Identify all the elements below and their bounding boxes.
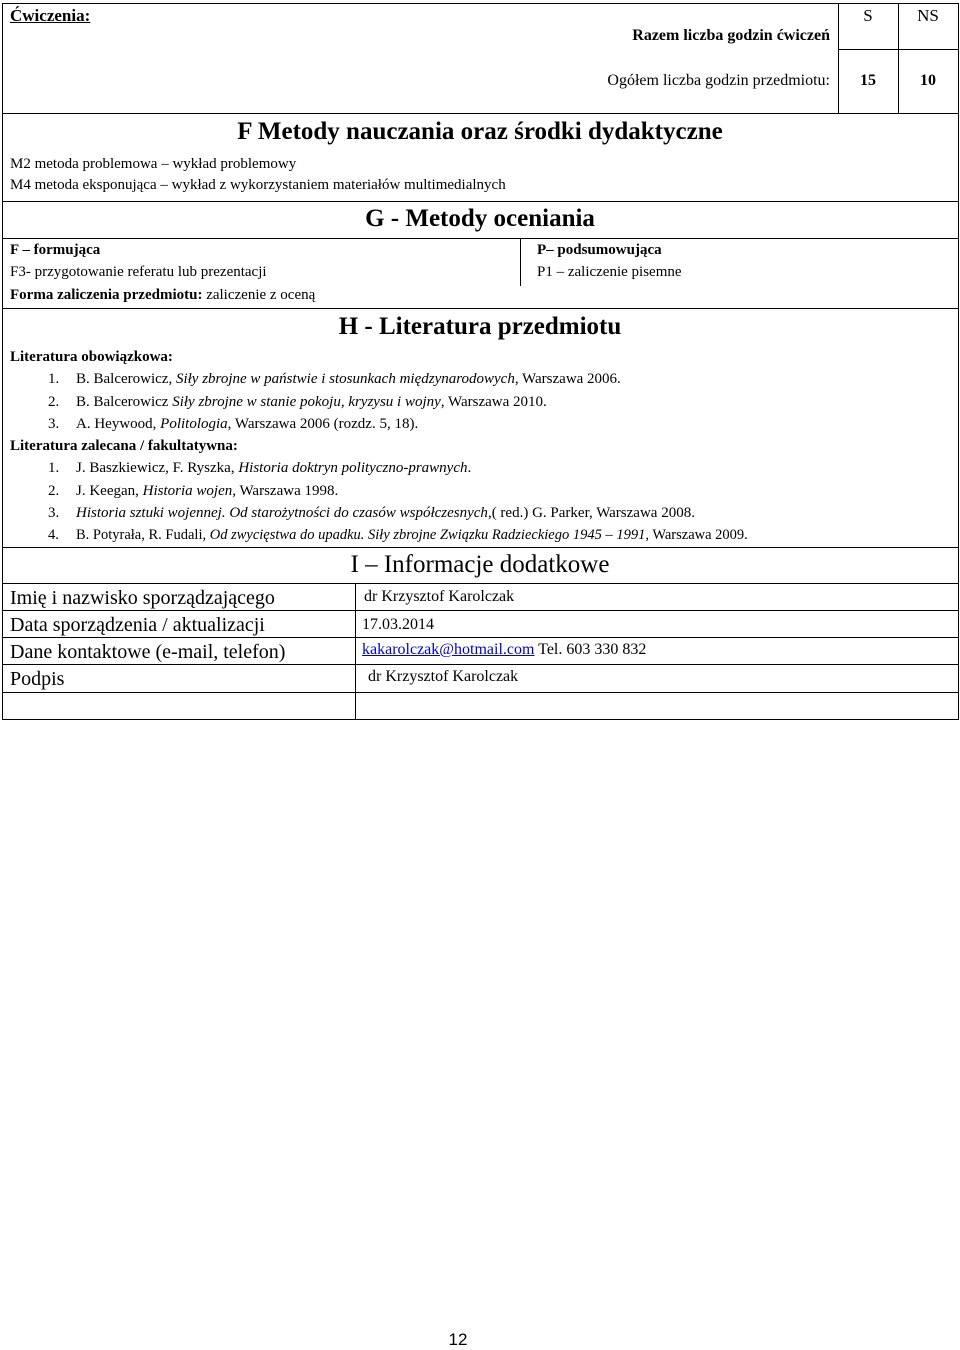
list-item xyxy=(48,527,748,544)
border-left xyxy=(2,3,3,720)
list-item xyxy=(48,394,547,411)
list-text: , Warszawa 2009. xyxy=(645,527,748,543)
ogolem-s-value: 15 xyxy=(860,72,876,89)
forma-value: zaliczenie z oceną xyxy=(206,287,316,303)
list-text: A. Heywood, xyxy=(76,416,161,432)
list-text: , Warszawa 2006. xyxy=(514,371,621,387)
border xyxy=(2,583,959,584)
list-title: Historia sztuki wojennej. Od starożytności do czasów współczesnych xyxy=(76,505,488,521)
list-title: Od zwycięstwa do upadku. Siły zbrojne Związku Radzieckiego 1945 – 1991 xyxy=(209,527,646,543)
list-num: 3. xyxy=(48,505,60,521)
border xyxy=(2,113,959,114)
list-text: , Warszawa 2010. xyxy=(440,394,547,410)
sign-value: dr Krzysztof Karolczak xyxy=(368,668,519,685)
border-top xyxy=(2,3,959,4)
forma-label: Forma zaliczenia przedmiotu: xyxy=(10,287,203,303)
obowiazkowa-label: Literatura obowiązkowa: xyxy=(10,349,173,365)
sign-label: Podpis xyxy=(10,668,65,690)
section-i-title: I – Informacje dodatkowe xyxy=(350,551,610,578)
list-num: 2. xyxy=(48,483,60,499)
name-label: Imię i nazwisko sporządzającego xyxy=(10,587,275,609)
list-text: B. Balcerowicz xyxy=(76,394,173,410)
list-item xyxy=(48,483,338,500)
contact-value xyxy=(362,641,646,659)
list-item xyxy=(48,460,471,477)
border xyxy=(2,201,959,202)
border-bottom xyxy=(2,719,959,720)
list-num: 1. xyxy=(48,371,60,387)
cwiczenia-label: Ćwiczenia: xyxy=(10,6,91,25)
col-ns-header: NS xyxy=(917,6,939,25)
list-title: Siły zbrojne w stanie pokoju, kryzysu i wojny xyxy=(172,394,441,410)
border xyxy=(2,547,959,548)
list-text: B. Balcerowicz, xyxy=(76,371,176,387)
formujaca-item: F3- przygotowanie referatu lub prezentacji xyxy=(10,264,267,280)
border xyxy=(2,610,959,611)
formujaca-title: F – formująca xyxy=(10,242,101,258)
col-s-header: S xyxy=(863,6,873,25)
list-text: . xyxy=(467,460,472,476)
zalecana-label: Literatura zalecana / fakultatywna: xyxy=(10,438,238,454)
list-num: 2. xyxy=(48,394,60,410)
ogolem-ns-value: 10 xyxy=(920,72,936,89)
date-label: Data sporządzenia / aktualizacji xyxy=(10,614,265,636)
list-title: Siły zbrojne w państwie i stosunkach międzynarodowych xyxy=(175,371,515,387)
list-text: , Warszawa 2006 (rozdz. 5, 18). xyxy=(227,416,419,432)
list-text: J. Keegan, xyxy=(76,483,143,499)
list-num: 4. xyxy=(48,527,59,543)
list-num: 3. xyxy=(48,416,60,432)
list-item xyxy=(48,416,418,433)
border xyxy=(2,308,959,309)
border-right xyxy=(958,3,959,720)
section-h-title: H - Literatura przedmiotu xyxy=(338,313,622,340)
list-title: Politologia xyxy=(160,416,228,432)
list-item xyxy=(48,371,621,388)
list-title: Historia doktryn polityczno-prawnych xyxy=(238,460,468,476)
podsumowujaca-item: P1 – zaliczenie pisemne xyxy=(537,264,682,280)
podsumowujaca-title: P– podsumowująca xyxy=(537,242,662,258)
method-line: M2 metoda problemowa – wykład problemowy xyxy=(10,156,297,172)
list-text: B. Potyrała, R. Fudali, xyxy=(76,527,210,543)
border xyxy=(2,664,959,665)
list-num: 1. xyxy=(48,460,60,476)
border xyxy=(520,238,521,286)
contact-label: Dane kontaktowe (e-mail, telefon) xyxy=(10,641,286,663)
list-title: Historia wojen xyxy=(142,483,233,499)
section-g-title: G - Metody oceniania xyxy=(365,205,595,232)
ogolem-label: Ogółem liczba godzin przedmiotu: xyxy=(607,72,830,89)
list-text: , Warszawa 1998. xyxy=(232,483,339,499)
method-line: M4 metoda eksponująca – wykład z wykorzystaniem materiałów multimedialnych xyxy=(10,177,506,193)
razem-label: Razem liczba godzin ćwiczeń xyxy=(632,27,830,44)
phone: Tel. 603 330 832 xyxy=(534,641,647,658)
date-value: 17.03.2014 xyxy=(362,616,434,633)
list-item xyxy=(48,505,695,522)
section-f-title: F Metody nauczania oraz środki dydaktyczne xyxy=(237,118,723,145)
forma-zaliczenia xyxy=(10,287,315,304)
list-text: ,( red.) G. Parker, Warszawa 2008. xyxy=(487,505,695,521)
page-number: 12 xyxy=(448,1330,468,1349)
border xyxy=(2,637,959,638)
name-value: dr Krzysztof Karolczak xyxy=(364,588,515,605)
email-link[interactable]: kakarolczak@hotmail.com xyxy=(362,641,535,658)
border xyxy=(355,583,356,720)
border xyxy=(2,238,959,239)
list-text: J. Baszkiewicz, F. Ryszka, xyxy=(76,460,239,476)
border xyxy=(2,692,959,693)
